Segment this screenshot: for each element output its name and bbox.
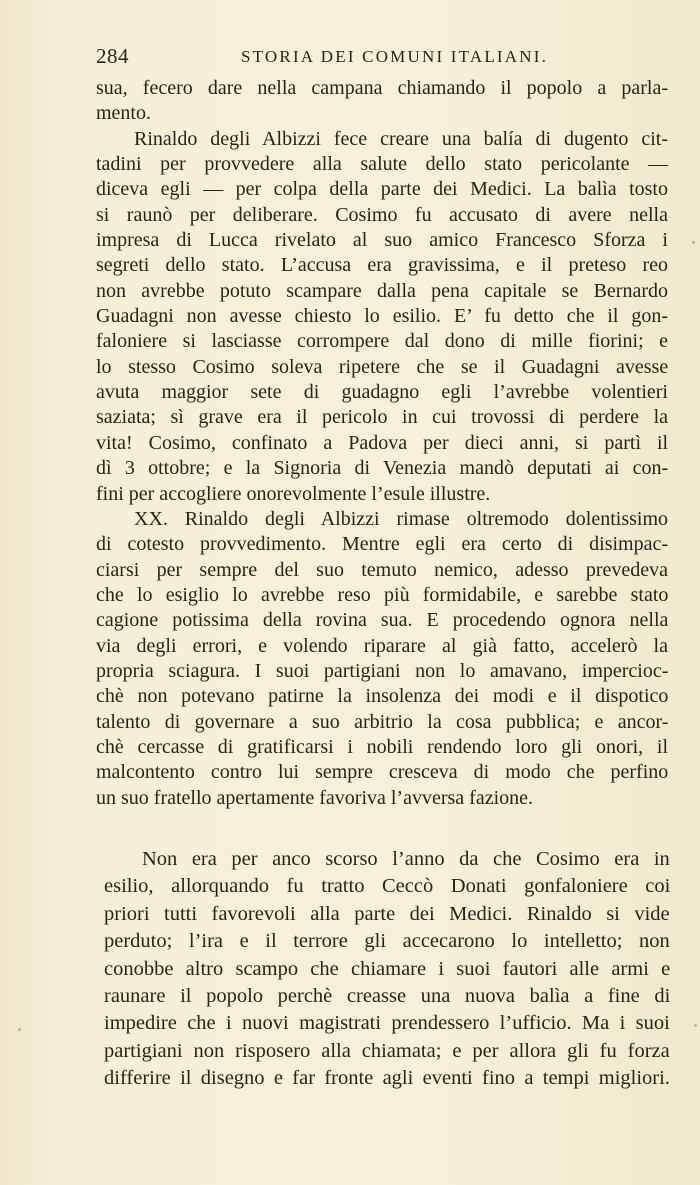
- text-line: impedire che i nuovi magistrati prendessero l’ufficio. Ma i suoi: [104, 1012, 670, 1035]
- text-line: dì 3 ottobre; e la Signoria di Venezia mandò deputati ai con-: [96, 457, 669, 480]
- text-line: impresa di Lucca rivelato al suo amico Francesco Sforza i: [96, 229, 668, 252]
- text-line: un suo fratello apertamente favoriva l’avversa fazione.: [96, 786, 534, 809]
- closing-paragraph: [104, 846, 670, 1093]
- paper-speck: [18, 1028, 21, 1031]
- text-line: che lo esiglio lo avrebbe reso più formidabile, e sarebbe stato: [96, 583, 669, 606]
- text-line: faloniere si lasciasse corrompere dal dono di mille fiorini; e: [96, 330, 669, 353]
- text-line: si raunò per deliberare. Cosimo fu accusato di avere nella: [96, 203, 668, 226]
- text-line: talento di governare a suo arbitrio la cosa pubblica; e ancor-: [96, 710, 669, 733]
- text-line: raunare il popolo perchè creasse una nuova balìa a fine di: [104, 984, 671, 1007]
- paper-speck: [694, 1024, 697, 1027]
- text-line: sua, fecero dare nella campana chiamando il popolo a parla-: [96, 77, 668, 99]
- page-number: 284: [96, 44, 129, 68]
- text-line: priori tutti favorevoli alla parte dei Medici. Rinaldo si vide: [104, 902, 670, 925]
- text-line: XX. Rinaldo degli Albizzi rimase oltremodo dolentissimo: [134, 507, 668, 530]
- text-line: esilio, allorquando fu tratto Ceccò Donati gonfaloniere coi: [104, 875, 671, 898]
- text-line: ciarsi per sempre del suo temuto nemico, adesso prevedeva: [96, 558, 668, 581]
- text-line: di cotesto provvedimento. Mentre egli era certo di disimpac-: [96, 533, 668, 556]
- text-line: diceva egli — per colpa della parte dei Medici. La balìa tosto: [96, 178, 668, 201]
- text-line: non avrebbe potuto scampare dalla pena capitale se Bernardo: [96, 279, 668, 302]
- text-line: differire il disegno e far fronte agli eventi fino a tempi migliori.: [104, 1067, 670, 1090]
- text-line: malcontento contro lui sempre cresceva di modo che perfino: [96, 761, 669, 784]
- text-line: via degli errori, e volendo riparare al già fatto, accelerò la: [96, 634, 668, 657]
- text-line: lo stesso Cosimo soleva ripetere che se il Guadagni avesse: [96, 355, 669, 378]
- text-line: tadini per provvedere alla salute dello stato pericolante —: [96, 153, 669, 176]
- text-line: mento.: [96, 102, 151, 125]
- text-line: saziata; sì grave era il pericolo in cui trovossi di perdere la: [96, 406, 669, 429]
- text-line: chè cercasse di gratificarsi i nobili rendendo loro gli onori, il: [96, 735, 668, 758]
- text-line: cagione potissima della rovina sua. E procedendo ognora nella: [96, 609, 669, 632]
- text-line: perduto; l’ira e il terrore gli accecarono lo intelletto; non: [104, 930, 670, 953]
- text-line: Non era per anco scorso l’anno da che Cosimo era in: [142, 848, 670, 870]
- body-text: [96, 76, 668, 811]
- running-title: STORIA DEI COMUNI ITALIANI.: [241, 47, 549, 66]
- text-line: Rinaldo degli Albizzi fece creare una balía di dugento cit-: [134, 127, 668, 150]
- text-line: Guadagni non avesse chiesto lo esilio. E’ fu detto che il gon-: [96, 305, 669, 328]
- text-line: fini per accogliere onorevolmente l’esule illustre.: [96, 482, 491, 505]
- text-line: propria sciagura. I suoi partigiani non lo amavano, impercioc-: [96, 659, 669, 682]
- text-line: chè non potevano patirne la insolenza dei modi e il dispotico: [96, 685, 669, 708]
- text-line: conobbe altro scampo che chiamare i suoi fautori alle armi e: [104, 957, 671, 980]
- text-line: segreti dello stato. L’accusa era gravissima, e il preteso reo: [96, 254, 668, 277]
- page-header: [96, 44, 668, 72]
- text-line: avuta maggior sete di guadagno egli l’avrebbe volentieri: [96, 381, 668, 404]
- text-line: partigiani non risposero alla chiamata; e per allora gli fu forza: [104, 1039, 670, 1062]
- paper-speck: [692, 241, 695, 244]
- text-line: vita! Cosimo, confinato a Padova per dieci anni, si partì il: [96, 431, 669, 454]
